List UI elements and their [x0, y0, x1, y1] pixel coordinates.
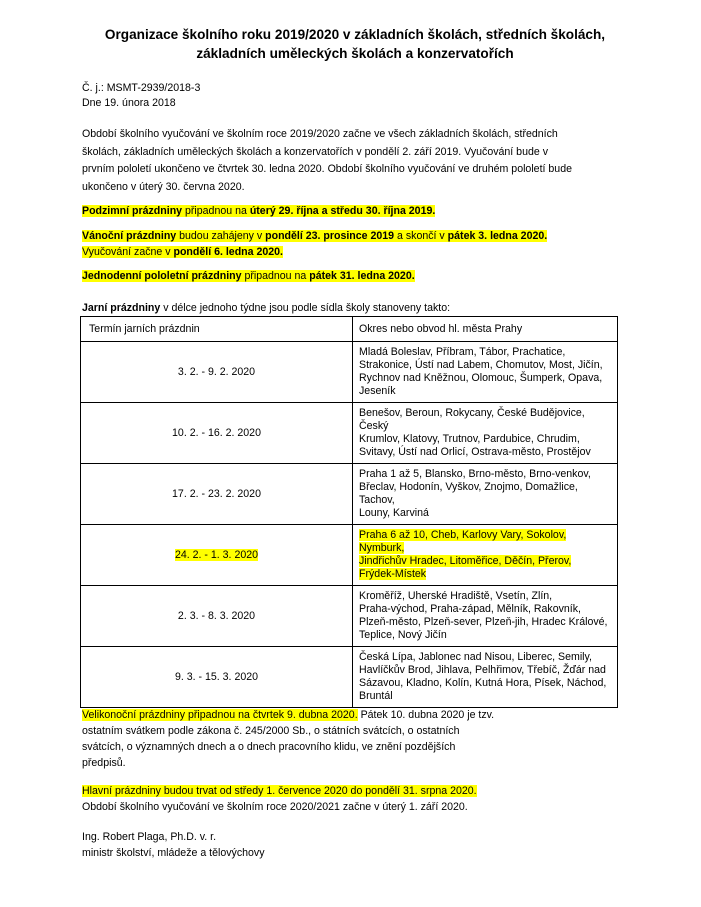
- district-cell: [353, 525, 618, 586]
- district-line: Plzeň-město, Plzeň-sever, Plzeň-jih, Hradec Králové,: [359, 616, 608, 628]
- district-line: Sázavou, Kladno, Kolín, Kutná Hora, Písek, Náchod,: [359, 677, 607, 689]
- term-cell: [81, 525, 353, 586]
- district-line: Praha 6 až 10, Cheb, Karlovy Vary, Sokolov, Nymburk,: [359, 529, 567, 554]
- district-line: Havlíčkův Brod, Jihlava, Pelhřimov, Třebíč, Žďár nad: [359, 664, 606, 676]
- district-line: Krumlov, Klatovy, Trutnov, Pardubice, Chrudim,: [359, 433, 580, 445]
- christmas-end: pátek 3. ledna 2020.: [447, 230, 548, 242]
- easter-line: ostatním svátkem podle zákona č. 245/2000 Sb., o státních svátcích, o ostatních: [82, 725, 460, 737]
- term-cell: 3. 2. - 9. 2. 2020: [81, 342, 353, 403]
- easter-line: předpisů.: [82, 757, 126, 769]
- table-header-district: Okres nebo obvod hl. města Prahy: [353, 317, 618, 342]
- document-title: [60, 25, 650, 63]
- autumn-text: připadnou na: [182, 205, 250, 217]
- halfyear-date: pátek 31. ledna 2020.: [309, 270, 415, 282]
- autumn-dates: úterý 29. října a středu 30. října 2019.: [249, 205, 436, 217]
- christmas-start: pondělí 23. prosince 2019: [265, 230, 395, 242]
- christmas-text-2: a skončí v: [394, 230, 448, 242]
- signature-block: [82, 829, 265, 861]
- christmas-holidays: [82, 228, 547, 260]
- district-line: Kroměříž, Uherské Hradiště, Vsetín, Zlín,: [359, 590, 553, 602]
- district-line: Teplice, Nový Jičín: [359, 629, 447, 641]
- district-line: Svitavy, Ústí nad Orlicí, Ostrava-město, Prostějov: [359, 446, 591, 458]
- intro-line: Období školního vyučování ve školním roce 2019/2020 začne ve všech základních školách, středních: [82, 128, 558, 140]
- district-cell: [353, 586, 618, 647]
- halfyear-holiday: [82, 268, 415, 284]
- halfyear-text: připadnou na: [241, 270, 310, 282]
- district-cell: [353, 342, 618, 403]
- easter-date: čtvrtek 9. dubna 2020.: [252, 709, 358, 721]
- table-row: [81, 342, 618, 403]
- term-cell: 9. 3. - 15. 3. 2020: [81, 647, 353, 708]
- district-line: Louny, Karviná: [359, 507, 429, 519]
- easter-label: Velikonoční prázdniny: [82, 709, 186, 721]
- district-cell: [353, 647, 618, 708]
- table-row: [81, 464, 618, 525]
- signatory-role: ministr školství, mládeže a tělovýchovy: [82, 847, 265, 859]
- district-line: Jindřichův Hradec, Litoměřice, Děčín, Přerov,: [359, 555, 572, 567]
- term-text: 24. 2. - 1. 3. 2020: [174, 548, 259, 561]
- summer-text-2: do: [347, 785, 366, 797]
- summer-label: Hlavní prázdniny: [82, 785, 161, 797]
- summer-start: středy 1. července 2020: [234, 785, 348, 797]
- spring-text: v délce jednoho týdne jsou podle sídla školy stanoveny takto:: [160, 302, 451, 314]
- term-cell: 17. 2. - 23. 2. 2020: [81, 464, 353, 525]
- reference-number: Č. j.: MSMT-2939/2018-3: [82, 82, 201, 94]
- district-line: Mladá Boleslav, Příbram, Tábor, Prachatice,: [359, 346, 566, 358]
- table-row: [81, 647, 618, 708]
- spring-label: Jarní prázdniny: [82, 302, 161, 314]
- intro-line: školách, základních uměleckých školách a konzervatořích v pondělí 2. září 2019. Vyučování bude v: [82, 145, 548, 158]
- term-cell: 2. 3. - 8. 3. 2020: [81, 586, 353, 647]
- summer-text: budou trvat od: [160, 785, 235, 797]
- easter-holidays: [82, 707, 494, 771]
- district-line: Praha 1 až 5, Blansko, Brno-město, Brno-venkov,: [359, 468, 591, 480]
- district-line: Rychnov nad Kněžnou, Olomouc, Šumperk, Opava,: [359, 372, 603, 384]
- christmas-resume-text: Vyučování začne v: [82, 246, 174, 258]
- term-cell: 10. 2. - 16. 2. 2020: [81, 403, 353, 464]
- intro-line: ukončeno v úterý 30. června 2020.: [82, 180, 245, 193]
- summer-end: pondělí 31. srpna 2020.: [365, 785, 477, 797]
- district-cell: [353, 403, 618, 464]
- district-line: Česká Lípa, Jablonec nad Nisou, Liberec, Semily,: [359, 651, 592, 663]
- title-line-2: základních uměleckých školách a konzervatořích: [196, 46, 514, 61]
- intro-paragraph: [82, 126, 572, 196]
- table-header-row: [81, 317, 618, 342]
- district-line: Praha-východ, Praha-západ, Mělník, Rakovník,: [359, 603, 581, 615]
- district-line: Jeseník: [359, 385, 396, 397]
- district-line: Břeclav, Hodonín, Vyškov, Znojmo, Domažlice, Tachov,: [359, 481, 578, 506]
- district-line: Strakonice, Ústí nad Labem, Chomutov, Most, Jičín,: [359, 359, 603, 371]
- autumn-label: Podzimní prázdniny: [82, 205, 183, 217]
- easter-text: připadnou na: [185, 709, 253, 721]
- title-line-1: Organizace školního roku 2019/2020 v základních školách, středních školách,: [104, 27, 606, 42]
- table-row: [81, 403, 618, 464]
- table-header-term: Termín jarních prázdnin: [81, 317, 353, 342]
- district-line: Benešov, Beroun, Rokycany, České Budějovice, Český: [359, 407, 585, 432]
- christmas-label: Vánoční prázdniny: [82, 230, 177, 242]
- halfyear-label: Jednodenní pololetní prázdniny: [82, 270, 242, 282]
- easter-line: svátcích, o významných dnech a o dnech pracovního klidu, ve znění pozdějších: [82, 741, 456, 753]
- table-row-highlighted: [81, 525, 618, 586]
- easter-text-2: Pátek 10. dubna 2020 je tzv.: [357, 709, 495, 721]
- signatory-name: Ing. Robert Plaga, Ph.D. v. r.: [82, 831, 217, 843]
- district-line: Bruntál: [359, 690, 393, 702]
- spring-intro: [82, 300, 450, 316]
- summer-holidays: [82, 783, 477, 815]
- summer-line: Období školního vyučování ve školním roce 2020/2021 začne v úterý 1. září 2020.: [82, 801, 468, 813]
- district-line: Frýdek-Místek: [359, 568, 427, 580]
- document-date: Dne 19. února 2018: [82, 97, 176, 109]
- spring-holidays-table: [80, 316, 618, 708]
- district-cell: [353, 464, 618, 525]
- intro-line: prvním pololetí ukončeno ve čtvrtek 30. ledna 2020. Období školního vyučování ve druhém pololetí bude: [82, 163, 572, 175]
- christmas-resume-date: pondělí 6. ledna 2020.: [173, 246, 283, 258]
- christmas-text: budou zahájeny v: [176, 230, 266, 242]
- table-row: [81, 586, 618, 647]
- autumn-holidays: [82, 203, 435, 219]
